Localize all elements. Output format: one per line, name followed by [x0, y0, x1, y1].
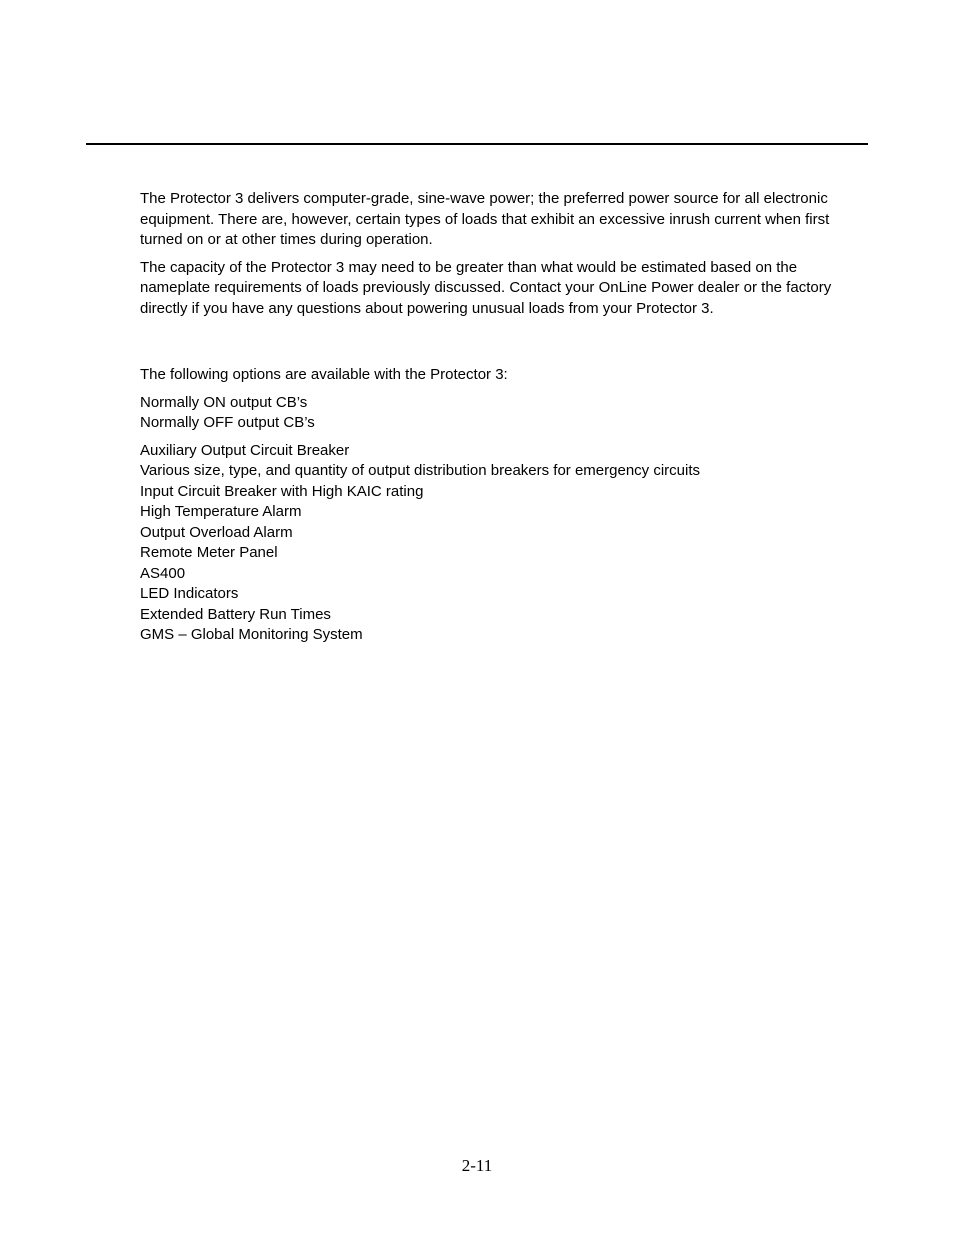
list-item: GMS – Global Monitoring System — [140, 626, 363, 643]
options-list-group-1 — [140, 393, 868, 434]
capacity-paragraph: The capacity of the Protector 3 may need to be greater than what would be estimated based on the nameplate requirements of loads previously discussed. Contact your OnLine Power dealer or the factory directly if you have any questions about powering unusual loads from your Protector 3. — [140, 258, 832, 317]
list-item: AS400 — [140, 564, 186, 582]
list-item: Normally ON output CB’s — [140, 393, 308, 411]
list-item: Remote Meter Panel — [140, 544, 278, 561]
list-item: Output Overload Alarm — [140, 523, 293, 541]
options-intro: The following options are available with the Protector 3: — [140, 366, 508, 383]
list-item: LED Indicators — [140, 585, 239, 602]
list-item: Various size, type, and quantity of output distribution breakers for emergency circuits — [140, 462, 701, 479]
page-content — [140, 189, 868, 646]
options-list-group-2 — [140, 441, 868, 646]
list-item: Auxiliary Output Circuit Breaker — [140, 441, 350, 459]
section-spacer — [140, 326, 868, 365]
list-item: Extended Battery Run Times — [140, 605, 331, 623]
list-item: Input Circuit Breaker with High KAIC rating — [140, 482, 424, 500]
list-item: High Temperature Alarm — [140, 503, 302, 520]
page-number: 2-11 — [461, 1156, 493, 1175]
header-rule — [86, 143, 868, 145]
inrush-paragraph: The Protector 3 delivers computer-grade, sine-wave power; the preferred power source for all electronic equipment. There are, however, certain types of loads that exhibit an excessive inrush current when first turned on or at other times during operation. — [140, 190, 830, 248]
list-item: Normally OFF output CB’s — [140, 414, 315, 431]
